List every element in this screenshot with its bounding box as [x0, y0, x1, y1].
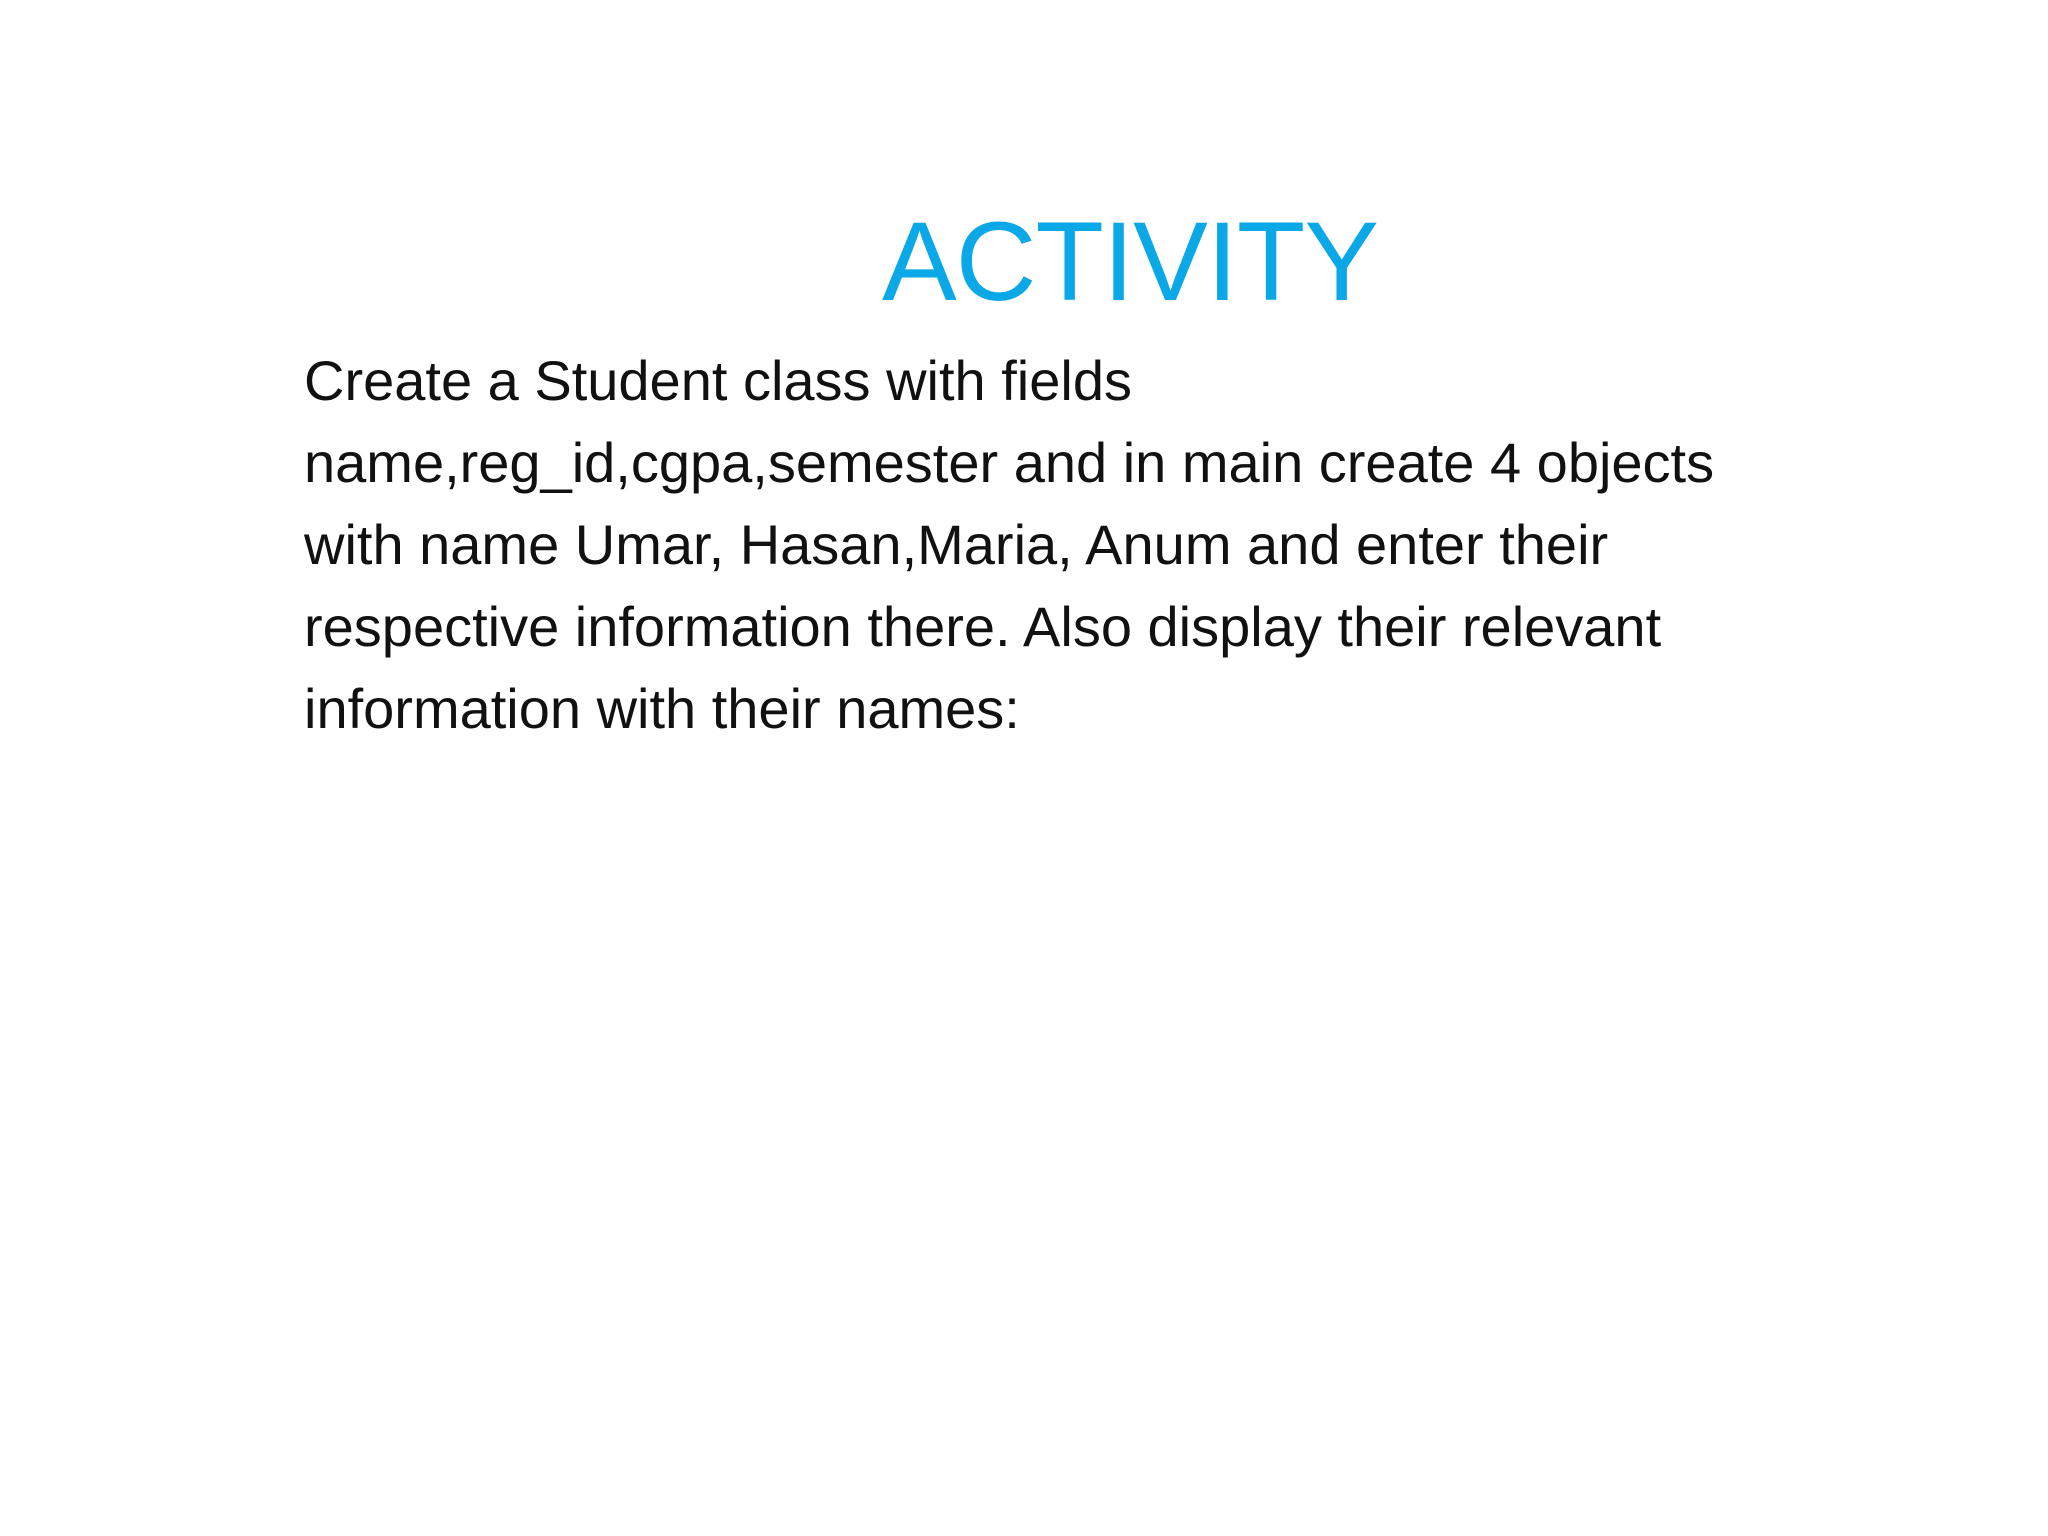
body-line: Create a Student class with fields [304, 349, 1132, 412]
slide-body [304, 340, 1904, 750]
body-line: with name Umar, Hasan,Maria, Anum and enter their [304, 513, 1609, 576]
slide-title: ACTIVITY [881, 199, 1379, 324]
body-line: respective information there. Also display their relevant [304, 595, 1662, 658]
body-line: information with their names: [304, 677, 1020, 740]
body-line: name,reg_id,cgpa,semester and in main create 4 objects [304, 431, 1715, 494]
